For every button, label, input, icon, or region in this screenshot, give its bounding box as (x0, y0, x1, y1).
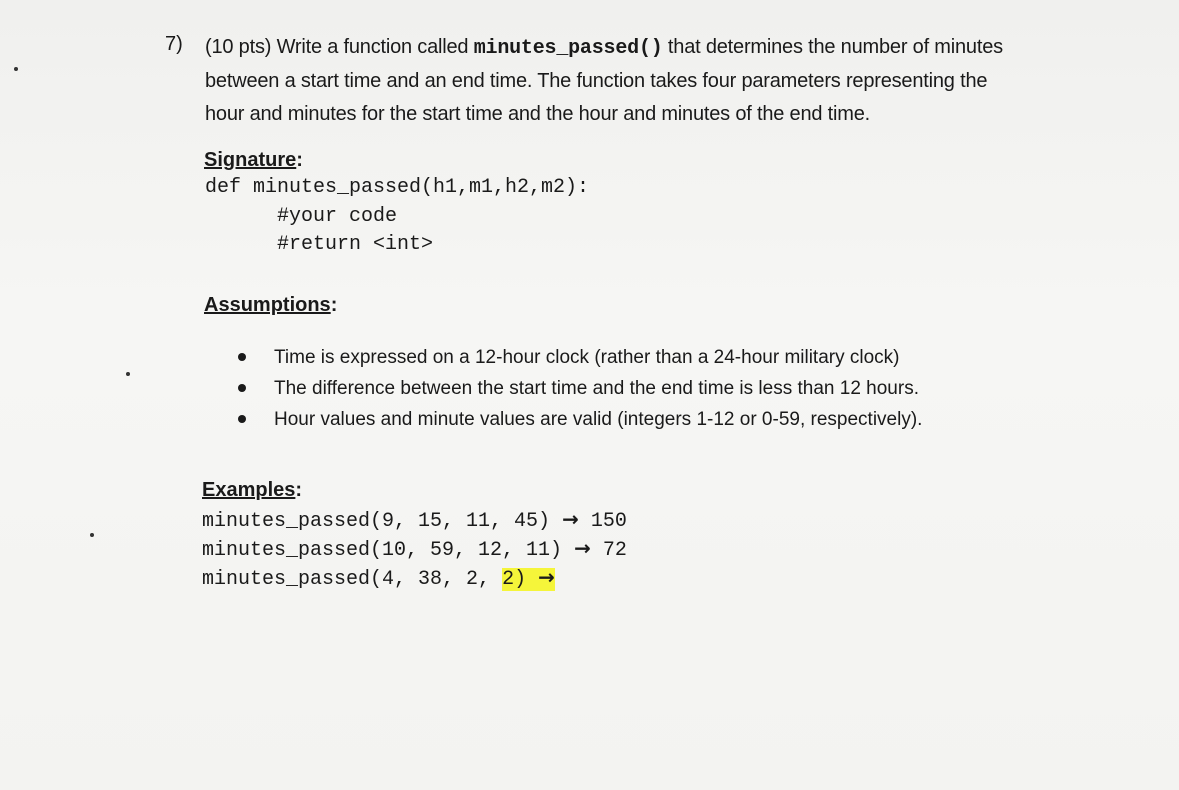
prompt-text-b: that determines the number of minutes (662, 36, 1003, 58)
examples-heading (202, 479, 302, 502)
assumption-text: The difference between the start time and the end time is less than 12 hours. (274, 378, 919, 399)
signature-def-line: def minutes_passed(h1,m1,h2,m2): (205, 176, 590, 199)
signature-heading-text: Signature (204, 149, 297, 171)
assumptions-heading (204, 294, 337, 317)
signature-body-line-2: #return <int> (277, 233, 434, 256)
example-call: minutes_passed(10, 59, 12, 11) (202, 539, 563, 562)
example-result: 150 (590, 510, 627, 533)
example-line-2 (202, 536, 627, 562)
list-item (236, 373, 922, 404)
question-number: 7) (165, 33, 183, 55)
signature-heading-colon: : (296, 149, 303, 171)
right-arrow-icon: → (538, 565, 555, 589)
example-result: 72 (602, 539, 627, 562)
assumption-text: Hour values and minute values are valid (integers 1-12 or 0-59, respectively). (274, 409, 923, 430)
bullet-icon (238, 384, 246, 392)
paper-speck (90, 533, 94, 537)
example-call: minutes_passed(9, 15, 11, 45) (202, 510, 551, 533)
bullet-icon (238, 353, 246, 361)
bullet-icon (238, 415, 246, 423)
highlighted-text: 2) → (502, 565, 555, 591)
question-points: (10 pts) (205, 36, 272, 58)
paper-speck (126, 372, 130, 376)
examples-heading-colon: : (295, 479, 303, 501)
assumption-text: Time is expressed on a 12-hour clock (rather than a 24-hour military clock) (274, 347, 900, 368)
list-item (236, 404, 922, 435)
examples-heading-text: Examples (202, 479, 296, 501)
prompt-line-1 (205, 31, 1105, 65)
prompt-text-a: Write a function called (276, 36, 474, 58)
right-arrow-icon: → (562, 507, 579, 531)
signature-heading (204, 149, 303, 172)
function-name: minutes_passed() (473, 37, 663, 60)
prompt-line-2: between a start time and an end time. The function takes four parameters representing the (205, 70, 988, 92)
paper-speck (14, 67, 18, 71)
question-prompt (205, 31, 1105, 131)
assumptions-heading-colon: : (330, 294, 338, 316)
list-item (236, 342, 922, 373)
example-line-3 (202, 565, 567, 591)
example-line-1 (202, 507, 627, 533)
example-call: minutes_passed(4, 38, 2, (202, 568, 503, 591)
prompt-line-3: hour and minutes for the start time and the hour and minutes of the end time. (205, 103, 870, 125)
signature-body-line-1: #your code (277, 205, 398, 228)
right-arrow-icon: → (574, 536, 591, 560)
assumptions-heading-text: Assumptions (204, 294, 331, 316)
assumptions-list (236, 342, 922, 435)
